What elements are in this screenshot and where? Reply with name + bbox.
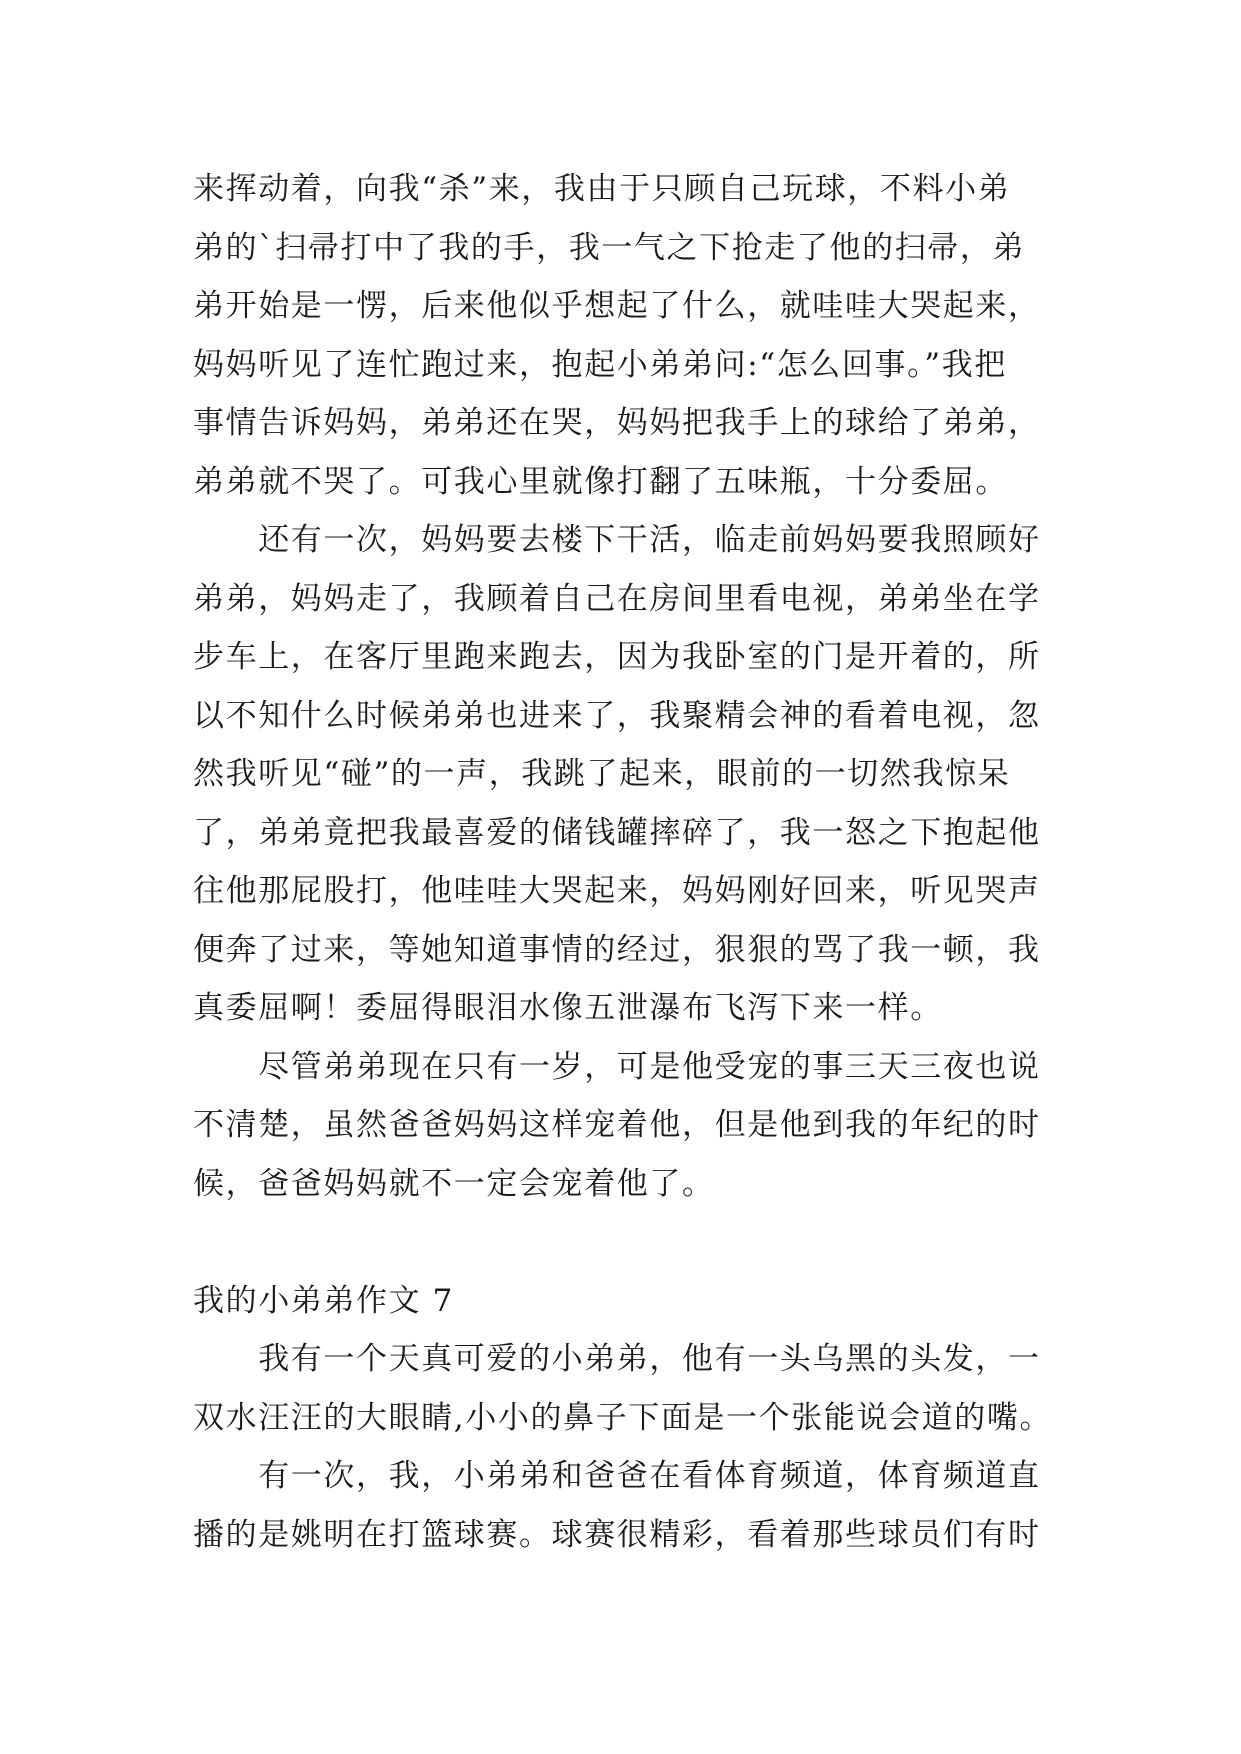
- blank-gap: [193, 1213, 1063, 1272]
- text-line: 我有一个天真可爱的小弟弟，他有一头乌黑的头发，一: [193, 1341, 1041, 1377]
- text-line: 了，弟弟竟把我最喜爱的储钱罐摔碎了，我一怒之下抱起他: [193, 814, 1041, 851]
- text-line: 不清楚，虽然爸爸妈妈这样宠着他，但是他到我的年纪的时: [193, 1107, 1041, 1143]
- text-line: 双水汪汪的大眼睛,小小的鼻子下面是一个张能说会道的嘴。: [193, 1399, 1053, 1436]
- paragraph-3: [193, 1038, 1063, 1214]
- text-line: 弟的`扫帚打中了我的手，我一气之下抢走了他的扫帚，弟: [193, 229, 1026, 266]
- text-line: 来挥动着，向我“杀”来，我由于只顾自己玩球，不料小弟: [193, 171, 1011, 207]
- text-line: 便奔了过来，等她知道事情的经过，狠狠的骂了我一顿，我: [193, 931, 1041, 968]
- text-line: 妈妈听见了连忙跑过来，抱起小弟弟问:“怎么回事。”我把: [193, 346, 1007, 383]
- text-line: 播的是姚明在打篮球赛。球赛很精彩，看着那些球员们有时: [193, 1516, 1041, 1553]
- text-line: 往他那屁股打，他哇哇大哭起来，妈妈刚好回来，听见哭声: [193, 873, 1041, 909]
- text-line: 真委屈啊！委屈得眼泪水像五泄瀑布飞泻下来一样。: [193, 990, 943, 1026]
- paragraph-5: [193, 1447, 1063, 1564]
- text-line: 还有一次，妈妈要去楼下干活，临走前妈妈要我照顾好: [193, 522, 1041, 558]
- text-line: 候，爸爸妈妈就不一定会宠着他了。: [193, 1165, 715, 1202]
- text-line: 弟开始是一愣，后来他似乎想起了什么，就哇哇大哭起来，: [193, 288, 1041, 324]
- text-line: 有一次，我，小弟弟和爸爸在看体育频道，体育频道直: [193, 1458, 1041, 1494]
- paragraph-2: [193, 511, 1063, 1038]
- essay-text: [193, 160, 1063, 1564]
- text-line: 弟弟，妈妈走了，我顾着自己在房间里看电视，弟弟坐在学: [193, 580, 1041, 617]
- text-line: 尽管弟弟现在只有一岁，可是他受宠的事三天三夜也说: [193, 1048, 1041, 1085]
- paragraph-1: [193, 160, 1063, 511]
- paragraph-4: [193, 1330, 1063, 1447]
- text-line: 弟弟就不哭了。可我心里就像打翻了五味瓶，十分委屈。: [193, 463, 1008, 500]
- text-line: 事情告诉妈妈，弟弟还在哭，妈妈把我手上的球给了弟弟，: [193, 405, 1041, 441]
- text-line: 以不知什么时候弟弟也进来了，我聚精会神的看着电视，忽: [193, 697, 1041, 734]
- text-line: 步车上，在客厅里跑来跑去，因为我卧室的门是开着的，所: [193, 639, 1041, 675]
- section-title: 我的小弟弟作文 7: [193, 1282, 454, 1319]
- text-line: 然我听见“碰”的一声，我跳了起来，眼前的一切然我惊呆: [193, 756, 1011, 792]
